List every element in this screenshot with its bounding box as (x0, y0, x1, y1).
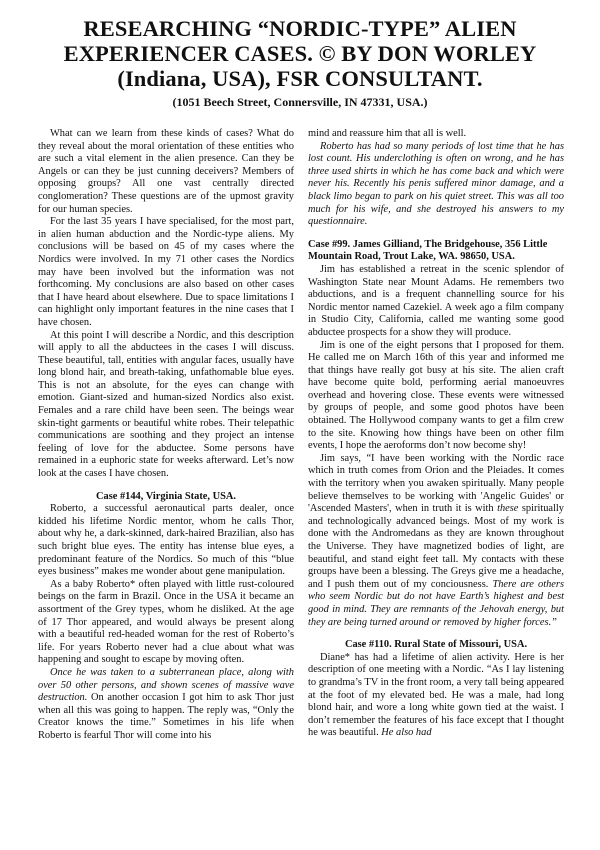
paragraph: For the last 35 years I have specialised, for the most part, in alien human abduction and the Nordic-type aliens. My conclusions will be based on 45 of my cases where the Nordics were involved. In my 71 other cases the Nordics may have been involved but the information was not forthcoming. My conclusions are also based on other cases that I have heard about elsewhere. Due to space limitations I can highlight only important features in the nine cases that I have chosen. (38, 216, 294, 328)
case-144-heading: Case #144, Virginia State, USA. (96, 490, 236, 502)
author-address: (1051 Beech Street, Connersville, IN 47331, USA.) (172, 95, 428, 109)
paragraph (38, 667, 294, 743)
italic-text: He also had (381, 727, 432, 739)
paragraph (308, 652, 564, 740)
title-line-3: (Indiana, USA), FSR CONSULTANT. (117, 66, 483, 91)
paragraph-text: spiritually and technologically advanced beings. Most of my work is done with the Andromedans as they are known throughout the Universe. They have magnetized bodies of light, are beautiful, and stand eight feet tall. My contacts with these groups have been a blessing. The Greys give me a headache, and I push them out of my conciousness. (308, 503, 564, 590)
italic-text: Once he was taken to a subterranean place, along with over 50 other persons, and shown scenes of massive wave destruction. (38, 666, 294, 704)
paragraph: mind and reassure him that all is well. (308, 128, 467, 139)
right-column (308, 128, 564, 743)
paragraph: What can we learn from these kinds of cases? What do they reveal about the moral orientation of these entities who are such a vital element in the alien presence. Can they be Angels or can they be just cunning deceivers? Members of opposing groups? All one vast centrally directed conglomeration? These questions are of the upmost gravity for our human species. (38, 128, 294, 215)
case-99-heading: Case #99. James Gilliand, The Bridgehouse, 356 Little Mountain Road, Trout Lake, WA. 98650, USA. (308, 238, 548, 263)
article-title (38, 16, 562, 91)
title-line-1: RESEARCHING “NORDIC-TYPE” ALIEN (83, 16, 517, 41)
paragraph (308, 453, 564, 629)
left-column (38, 128, 294, 743)
paragraph-text: On another occasion I got him to ask Thor just when all this was going to happen. The reply was, “Only the Creator knows the time.” Sometimes in his life when Roberto is fearful Thor will come into his (38, 692, 294, 741)
italic-text: There are others who seem Nordic but do not have Earth’s highest and best good in mind. They are remnants of the Jehovah energy, but they are being turned around or removed by higher forces.” (308, 578, 564, 628)
paragraph: Jim is one of the eight persons that I proposed for them. He called me on March 16th of this year and informed me that things have really got busy at his site. The alien craft have become quite bold, performing aerial manoeuvres overhead and hovering close. These events were witnessed by groups of people, and some good photos have been obtained. The Hollywood company wants to get a film crew to the site. Knowing how things have been on other film events, I hope the aeroforms don’t now become shy! (308, 339, 564, 452)
case-110-heading: Case #110. Rural State of Missouri, USA. (344, 639, 528, 651)
article-body (38, 128, 564, 743)
paragraph: At this point I will describe a Nordic, and this description will apply to all the abductees in the cases I will discuss. These beautiful, tall, entities with angular faces, usually have long blond hair, and breath-taking, unfathomable blue eyes. This is not an absolute, for the eyes can change with emotion. Giant-sized and human-sized Nordics also exist. Females and a rare child have been seen. The beings wear skin-tight garments or beautiful white robes. Their telepathic communications are soothing and they project an intense feeling of love for the abductee. Some persons have remained in a euphoric state for weeks afterward. Let’s now look at the cases I have chosen. (38, 329, 294, 480)
paragraph-text: Jim says, “I have been working with the Nordic race which in truth comes from Orion and the Pleiades. It comes with the territory when you awaken spiritually. Many people believe themselves to be working with 'Angelic Guides' or 'Ascended Masters', when in truth it is with (308, 452, 564, 515)
paragraph: As a baby Roberto* often played with little rust-coloured beings on the farm in Brazil. Once in the USA it became an assortment of the Grey types, whom he disliked. At the age of 17 Thor appeared, and would always be present along with a beautiful red-headed woman for the rest of Roberto’s life. For years Roberto never had a clue about what was happening and sought to escape by moving often. (38, 578, 294, 666)
paragraph (308, 141, 564, 229)
italic-text: these (497, 503, 519, 515)
paragraph: Roberto, a successful aeronautical parts dealer, once kidded his lifetime Nordic mentor, whom he calls Thor, about why he, a dark-skinned, dark-haired Brazilian, also has such bright blue eyes. The entity has intense blue eyes, a predominant feature of the Nordics. So much of this “blue eyes business” makes me wonder about gene manipulation. (38, 503, 294, 578)
title-line-2: EXPERIENCER CASES. © BY DON WORLEY (63, 41, 537, 66)
paragraph-text: Diane* has had a lifetime of alien activity. Here is her description of one meeting with a Nordic. “As I lay listening to grandma’s TV in the front room, a very tall being appeared at the foot of my elevated bed. He was a male, had long blond hair, and wore a long white gown tied at the waist. I don’t remember the features of his face except that I thought he was beautiful. (308, 651, 564, 739)
italic-text: Roberto has had so many periods of lost time that he has lost count. His underclothing is often on wrong, and he has three used shirts in which he has come back and which were never his. Recently his penis suffered minor damage, and a black limo began to park on his quiet street. This was all too much for his wife, and she destroyed his answers to my questionnaire. (308, 140, 564, 228)
paragraph: Jim has established a retreat in the scenic splendor of Washington State near Mount Adams. He remembers two abductions, and is a frequent channelling source for his Nordic mentor named Cazekiel. A week ago a film company in Studio City, California, called me wanting some good abductee prospects for a show they will produce. (308, 263, 564, 338)
